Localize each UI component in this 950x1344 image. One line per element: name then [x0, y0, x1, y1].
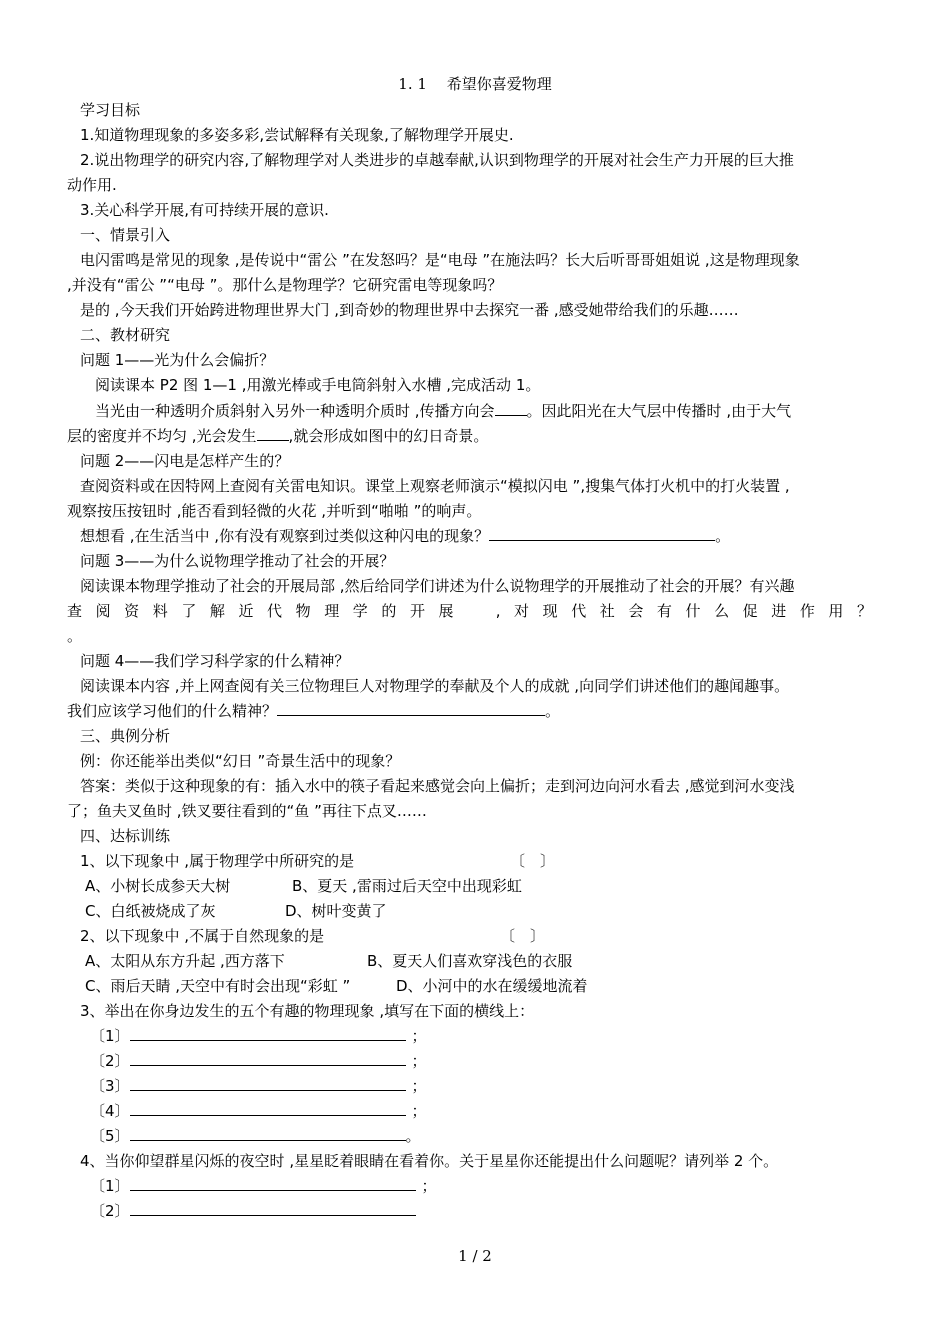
section-3-heading: 三、典例分析 [80, 727, 171, 745]
task-2-option-a: A、太阳从东方升起 ,西方落下 [85, 952, 285, 970]
question-3-para-line-2: 查阅资料了解近代物理学的开展 ,对现代社会有什么促进作用？ [67, 602, 882, 620]
task-2-option-c: C、雨后天睛 ,天空中有时会出现“彩虹 ” [85, 977, 351, 995]
page-title: 1. 1 希望你喜爱物理 [398, 75, 552, 93]
answer-line[interactable] [489, 526, 715, 541]
task-3-item-2: 〔2〕 ； [90, 1052, 427, 1070]
goals-heading: 学习目标 [80, 101, 141, 119]
question-1: 问题 1——光为什么会偏折？ [80, 351, 275, 369]
question-3: 问题 3——为什么说物理学推动了社会的开展？ [80, 552, 395, 570]
section-1-heading: 一、情景引入 [80, 226, 171, 244]
goal-2-line-1: 2.说出物理学的研究内容,了解物理学对人类进步的卓越奉献,认识到物理学的开展对社会生产力开展的巨大推 [80, 151, 794, 169]
task-1-option-c: C、白纸被烧成了灰 [85, 902, 216, 920]
question-2-para-1-line-2: 观察按压按钮时 ,能否看到轻微的火花 ,并听到“啪啪 ”的响声。 [67, 502, 482, 520]
section-1-para-1-line-1: 电闪雷鸣是常见的现象 ,是传说中“雷公 ”在发怒吗？是“电母 ”在施法吗？长大后听哥哥姐姐说 ,这是物理现象 [80, 251, 800, 269]
task-4-item-2: 〔2〕 [90, 1201, 490, 1221]
task-3-item-4: 〔4〕 ； [90, 1102, 427, 1120]
question-4-para-line-2: 我们应该学习他们的什么精神？ 。 [67, 702, 561, 720]
question-4-para-line-1: 阅读课本内容 ,并上网查阅有关三位物理巨人对物理学的奉献及个人的成就 ,向同学们讲述他们的趣闻趣事。 [80, 677, 790, 695]
answer-line[interactable] [130, 1201, 416, 1216]
page-number: 1 / 2 [458, 1247, 492, 1265]
question-3-para-line-1: 阅读课本物理学推动了社会的开展局部 ,然后给同学们讲述为什么说物理学的开展推动了社会的开展？有兴趣 [80, 577, 795, 595]
answer-line[interactable] [130, 1101, 406, 1116]
task-1: 1、以下现象中 ,属于物理学中所研究的是 [80, 852, 355, 870]
answer-line[interactable] [277, 701, 545, 716]
answer-line[interactable] [130, 1026, 406, 1041]
section-4-heading: 四、达标训练 [80, 827, 171, 845]
task-3-item-5: 〔5〕 。 [90, 1127, 421, 1145]
answer-line[interactable] [130, 1076, 406, 1091]
fill-blank[interactable] [257, 426, 289, 441]
example-question: 例：你还能举出类似“幻日 ”奇景生活中的现象？ [80, 752, 401, 770]
answer-line[interactable] [130, 1176, 416, 1191]
task-3-item-1: 〔1〕 ； [90, 1027, 427, 1045]
section-1-para-1-line-2: ,并没有“雷公 ”“电母 ”。那什么是物理学？它研究雷电等现象吗？ [67, 276, 503, 294]
task-3-item-3: 〔3〕 ； [90, 1077, 427, 1095]
task-1-option-a: A、小树长成参天大树 [85, 877, 231, 895]
task-3: 3、举出在你身边发生的五个有趣的物理现象 ,填写在下面的横线上： [80, 1002, 535, 1020]
task-4: 4、当你仰望群星闪烁的夜空时 ,星星眨着眼睛在看着你。关于星星你还能提出什么问题呢？请列举 2 个。 [80, 1152, 779, 1170]
question-2-para-2: 想想看 ,在生活当中 ,你有没有观察到过类似这种闪电的现象？ 。 [80, 527, 731, 545]
question-4: 问题 4——我们学习科学家的什么精神？ [80, 652, 350, 670]
question-2-para-1-line-1: 查阅资料或在因特网上查阅有关雷电知识。课堂上观察老师演示“模拟闪电 ”,搜集气体打火机中的打火装置 , [80, 477, 790, 495]
task-1-answer-bracket[interactable]: 〔 〕 [510, 852, 556, 870]
task-2-option-d: D、小河中的水在缓缓地流着 [396, 977, 588, 995]
question-1-para-2-line-1: 当光由一种透明介质斜射入另外一种透明介质时 ,传播方向会 。因此阳光在大气层中传播时 ,由于大气 [95, 402, 792, 420]
answer-line[interactable] [130, 1126, 406, 1141]
goal-2-line-2: 动作用. [67, 176, 117, 194]
task-4-item-1: 〔1〕 ； [90, 1177, 437, 1195]
goal-1: 1.知道物理现象的多姿多彩,尝试解释有关现象,了解物理学开展史. [80, 126, 514, 144]
question-1-para-2-line-2: 层的密度并不均匀 ,光会发生 ,就会形成如图中的幻日奇景。 [67, 427, 489, 445]
question-1-para-1: 阅读课本 P2 图 1—1 ,用激光棒或手电筒斜射入水槽 ,完成活动 1。 [95, 376, 541, 394]
task-2-answer-bracket[interactable]: 〔 〕 [500, 927, 546, 945]
section-1-para-2: 是的 ,今天我们开始跨进物理世界大门 ,到奇妙的物理世界中去探究一番 ,感受她带给我们的乐趣…… [80, 301, 739, 319]
task-1-option-b: B、夏天 ,雷雨过后天空中出现彩虹 [292, 877, 522, 895]
answer-line[interactable] [130, 1051, 406, 1066]
task-2: 2、以下现象中 ,不属于自然现象的是 [80, 927, 325, 945]
goal-3: 3.关心科学开展,有可持续开展的意识. [80, 201, 329, 219]
section-2-heading: 二、教材研究 [80, 326, 171, 344]
task-2-option-b: B、夏天人们喜欢穿浅色的衣服 [367, 952, 573, 970]
fill-blank[interactable] [495, 401, 527, 416]
task-1-option-d: D、树叶变黄了 [285, 902, 387, 920]
question-3-para-line-3: 。 [67, 627, 83, 645]
example-answer-line-2: 了；鱼夫叉鱼时 ,铁叉要往看到的“鱼 ”再往下点叉…… [67, 802, 427, 820]
example-answer-line-1: 答案：类似于这种现象的有：插入水中的筷子看起来感觉会向上偏折；走到河边向河水看去 ,感觉到河水变浅 [80, 777, 795, 795]
question-2: 问题 2——闪电是怎样产生的？ [80, 452, 290, 470]
